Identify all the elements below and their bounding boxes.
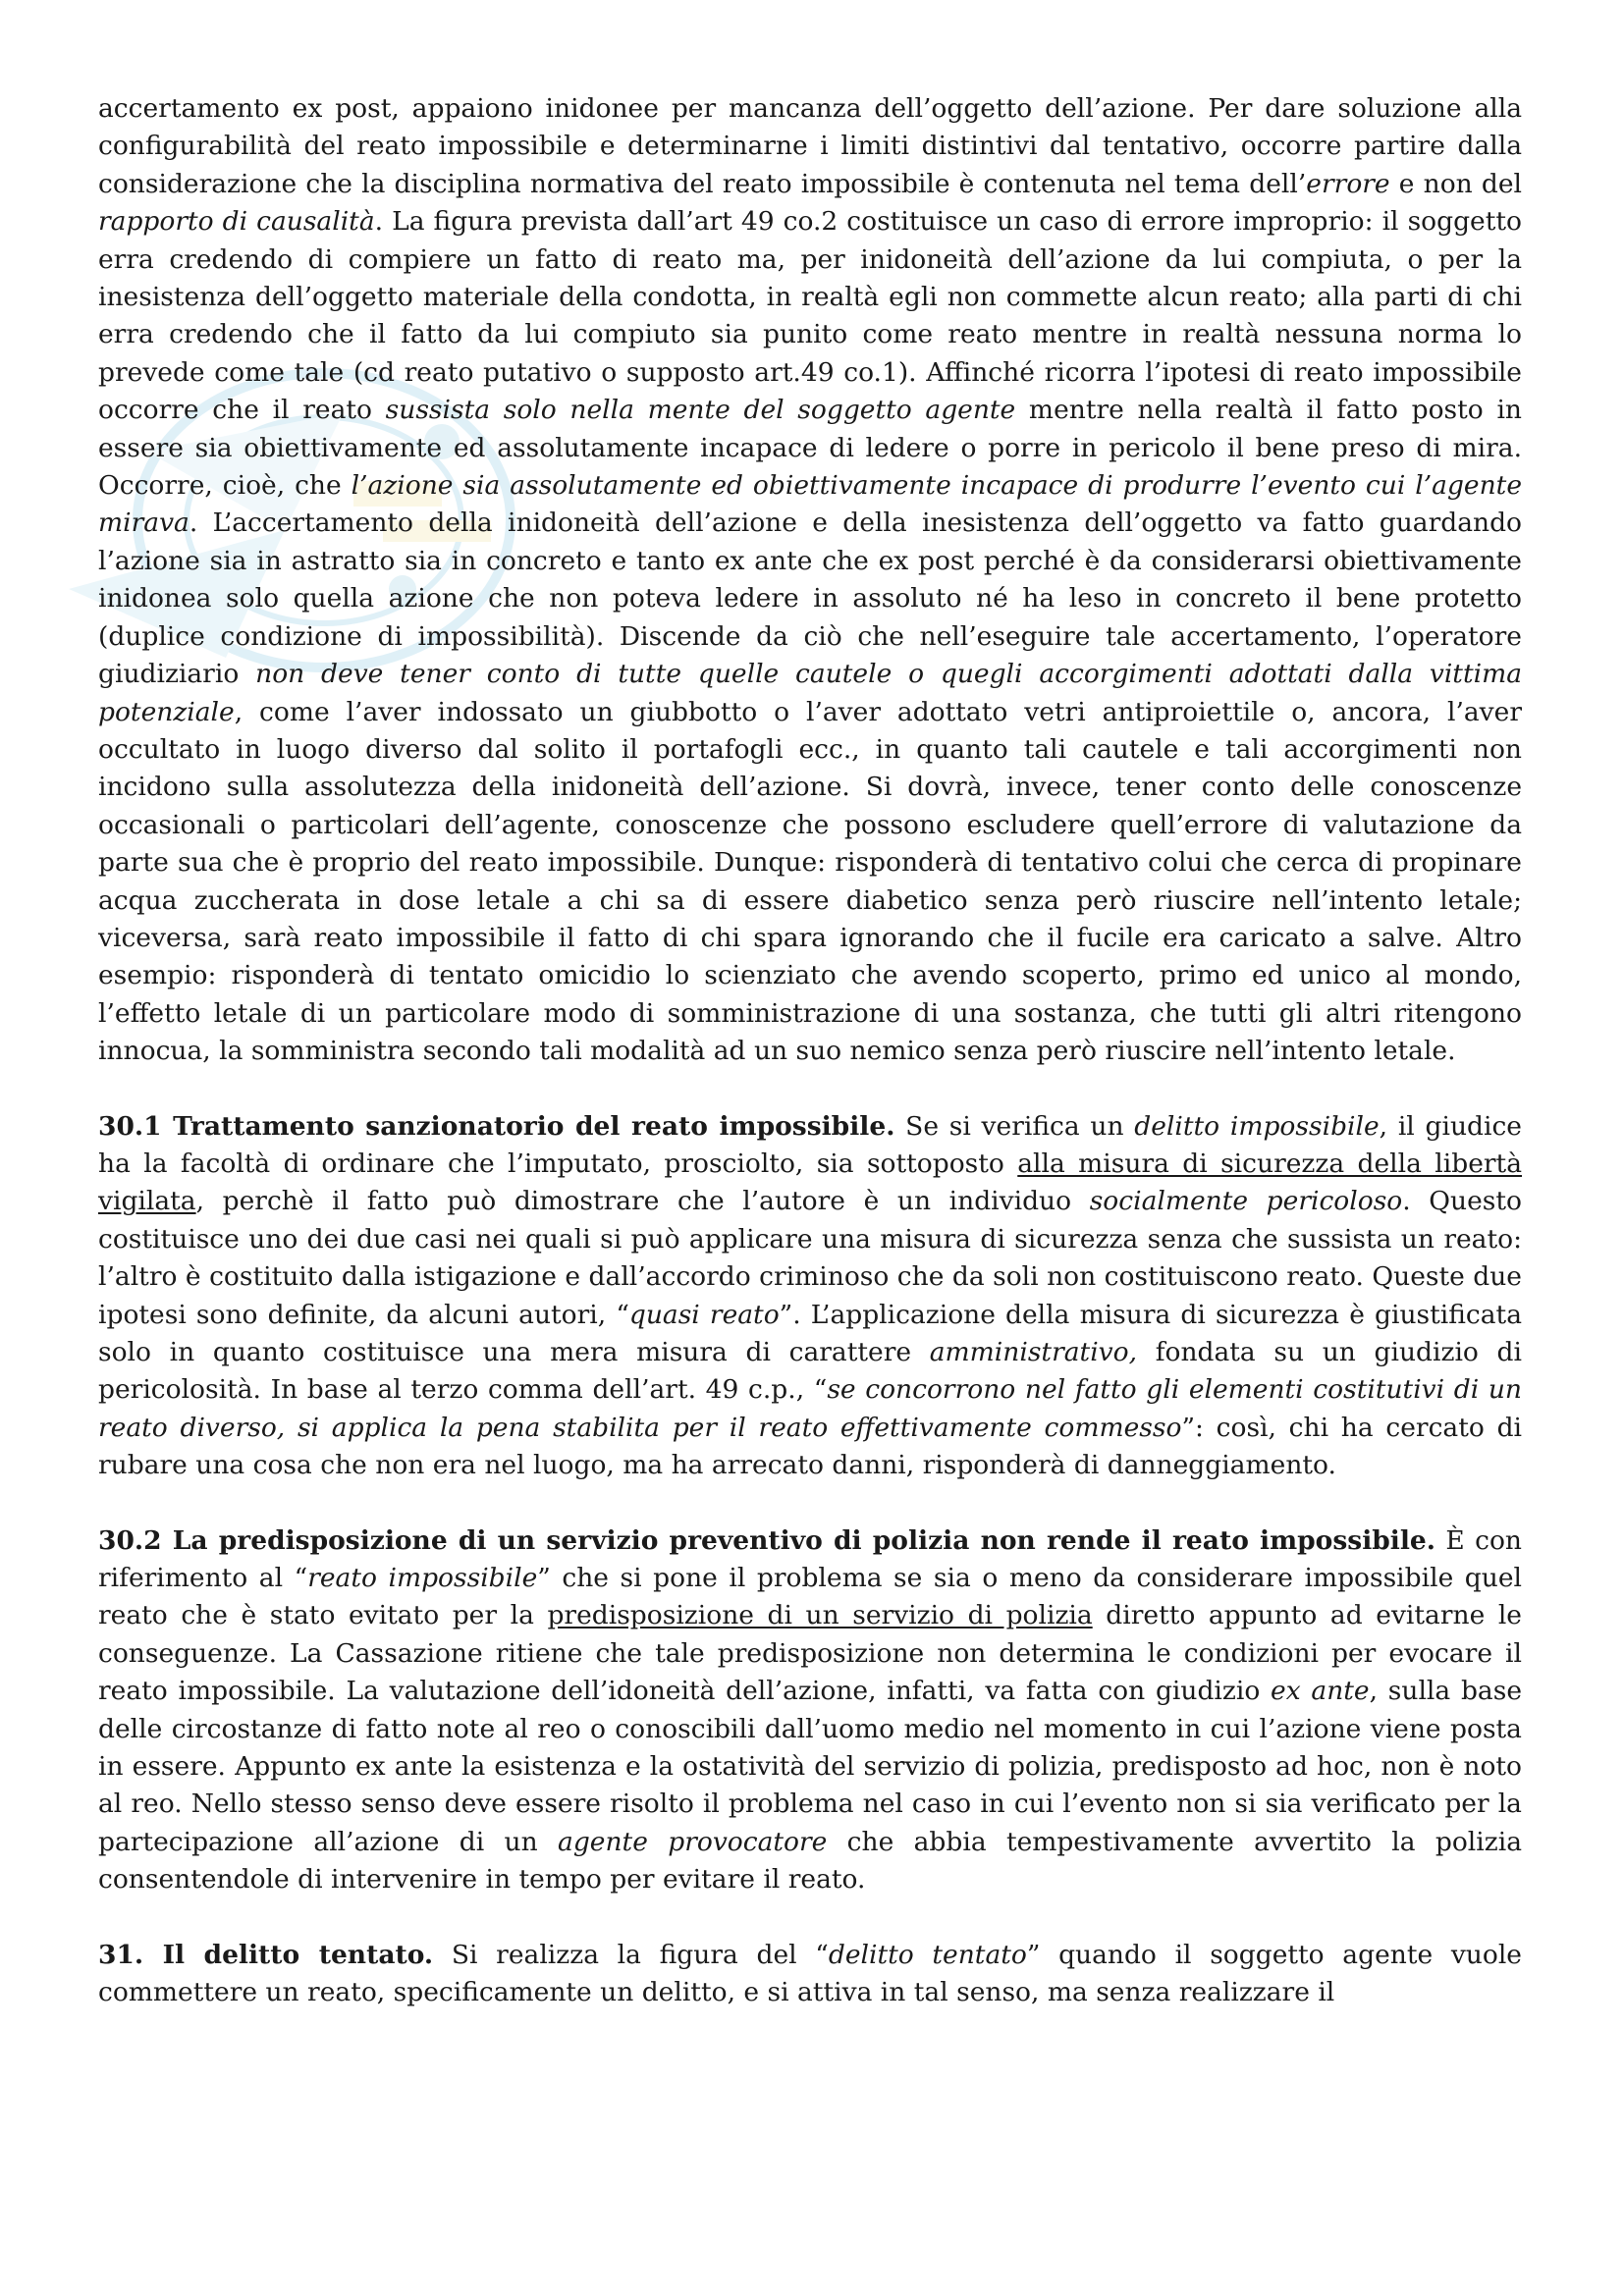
section-30-1 [98,1108,1522,1485]
italic-run: se concorrono nel fatto gli elementi costitutivi di un reato diverso, si applica la pena stabilita per il reato effettivamente commesso [98,1374,1522,1443]
section-heading: 30.1 Trattamento sanzionatorio del reato impossibile. [98,1110,895,1142]
section-30-2 [98,1522,1522,1899]
italic-run: errore [1306,168,1390,199]
text-run: Se si verifica un [894,1110,1135,1142]
paragraph-reato-impossibile [98,90,1522,1071]
text-run: . La figura prevista dall’art 49 co.2 costituisce un caso di errore improprio: il soggetto erra credendo di compiere un fatto di reato ma, per inidoneità dell’azione da lui compiuta, o per la inesistenza dell’oggetto materiale della condotta, in realtà egli non commette alcun reato; alla parti di chi erra credendo che il fatto da lui compiuto sia punito come reato mentre in realtà nessuna norma lo prevede come tale (cd reato putativo o supposto art.49 co.1). Affinché ricorra l’ipotesi di reato impossibile occorre che il reato [98,206,1522,426]
text-run: , come l’aver indossato un giubbotto o l’aver adottato vetri antiproiettile o, ancora, l’aver occultato in luogo diverso dal solito il portafogli ecc., in quanto tali cautele e tali accorgimenti non incidono sulla assolutezza della inidoneità dell’azione. Si dovrà, invece, tener conto delle conoscenze occasionali o particolari dell’agente, conoscenze che possono escludere quell’errore di valutazione da parte sua che è proprio del reato impossibile. Dunque: risponderà di tentativo colui che cerca di propinare acqua zuccherata in dose letale a chi sa di essere diabetico senza però riuscire nell’intento letale; viceversa, sarà reato impossibile il fatto di chi spara ignorando che il fucile era caricato a salve. Altro esempio: risponderà di tentato omicidio lo scienziato che avendo scoperto, primo ed unico al mondo, l’effetto letale di un particolare modo di somministrazione di una sostanza, che tutti gli altri ritengono innocua, la somministra secondo tali modalità ad un suo nemico senza però riuscire nell’intento letale. [98,696,1522,1067]
text-run: e non del [1389,168,1523,199]
italic-run: rapporto di causalità [98,206,375,238]
text-run: . Questo costituisce uno dei due casi nei quali si può applicare una misura di sicurezza senza che sussista un reato: l’altro è costituito dalla istigazione e dall’accordo criminoso che da soli non costituiscono reato. Queste due ipotesi sono definite, da alcuni autori, “ [98,1186,1522,1330]
italic-run: agente provocatore [558,1826,828,1857]
text-run: Si realizza la figura del “ [433,1939,829,1970]
text-run: che abbia tempestivamente avvertito la polizia consentendole di intervenire in tempo per evitare il reato. [98,1826,1522,1896]
text-run: ” che si pone il problema se sia o meno da considerare impossibile quel reato che è stato evitato per la [98,1563,1522,1631]
section-heading: 31. Il delitto tentato. [98,1939,434,1970]
underlined-run: predisposizione di un servizio di polizia [547,1600,1093,1631]
text-run: , il giudice ha la facoltà di ordinare che l’imputato, prosciolto, sia sottoposto [98,1110,1522,1179]
text-run: ”. L’applicazione della misura di sicurezza è giustificata solo in quanto costituisce una mera misura di carattere [98,1299,1523,1367]
paragraph-gap [98,1071,1522,1108]
text-run: diretto appunto ad evitarne le conseguenze. La Cassazione ritiene che tale predisposizione non determina le condizioni per evocare il reato impossibile. La valutazione dell’idoneità dell’azione, infatti, va fatta con giudizio [98,1600,1522,1707]
italic-run: delitto tentato [828,1939,1027,1970]
italic-run: quasi reato [628,1299,780,1330]
paragraph-gap [98,1485,1522,1522]
document-body [98,90,1522,2012]
italic-run: socialmente pericoloso [1089,1186,1403,1217]
italic-run: l’azione sia assolutamente ed obiettivamente incapace di produrre l’evento cui l’agente mirava [98,470,1523,539]
italic-run: amministrativo, [929,1337,1138,1367]
text-run: accertamento ex post, appaiono inidonee per mancanza dell’oggetto dell’azione. Per dare soluzione alla configurabilità del reato impossibile e determinarne i limiti distintivi dal tentativo, occorre partire dalla considerazione che la disciplina normativa del reato impossibile è contenuta nel tema dell’ [98,93,1522,199]
section-31 [98,1937,1522,2012]
underlined-run: alla misura di sicurezza della libertà vigilata [98,1148,1522,1217]
italic-run: sussista solo nella mente del soggetto agente [385,395,1016,426]
paragraph-gap [98,1899,1522,1937]
italic-run: non deve tener conto di tutte quelle cautele o quegli accorgimenti adottati dalla vittima potenziale [98,659,1522,727]
italic-run: delitto impossibile [1134,1110,1380,1142]
text-run: fondata su un giudizio di pericolosità. In base al terzo comma dell’art. 49 c.p., “ [98,1337,1522,1406]
text-run: ” quando il soggetto agente vuole commettere un reato, specificamente un delitto, e si attiva in tal senso, ma senza realizzare il [98,1939,1522,2008]
text-run: ”: così, chi ha cercato di rubare una cosa che non era nel luogo, ma ha arrecato danni, risponderà di danneggiamento. [98,1412,1523,1481]
section-heading: 30.2 La predisposizione di un servizio preventivo di polizia non rende il reato impossibile. [98,1524,1436,1556]
text-run: , sulla base delle circostanze di fatto note al reo o conoscibili dall’uomo medio nel momento in cui l’azione viene posta in essere. Appunto ex ante la esistenza e la ostatività del servizio di polizia, predisposto ad hoc, non è noto al reo. Nello stesso senso deve essere risolto il problema nel caso in cui l’evento non si sia verificato per la partecipazione all’azione di un [98,1676,1522,1857]
italic-run: reato impossibile [307,1563,538,1594]
text-run: , perchè il fatto può dimostrare che l’autore è un individuo [195,1186,1090,1217]
text-run: mentre nella realtà il fatto posto in essere sia obiettivamente ed assolutamente incapace di ledere o porre in pericolo il bene preso di mira. Occorre, cioè, che [98,395,1522,502]
italic-run: ex ante [1271,1676,1370,1707]
text-run: È con riferimento al “ [98,1524,1522,1594]
text-run: . L’accertamento della inidoneità dell’azione e della inesistenza dell’oggetto va fatto guardando l’azione sia in astratto sia in concreto e tanto ex ante che ex post perché è da considerarsi obiettivamente inidonea solo quella azione che non poteva ledere in assoluto né ha leso in concreto il bene protetto (duplice condizione di impossibilità). Discende da ciò che nell’eseguire tale accertamento, l’operatore giudiziario [98,507,1522,690]
